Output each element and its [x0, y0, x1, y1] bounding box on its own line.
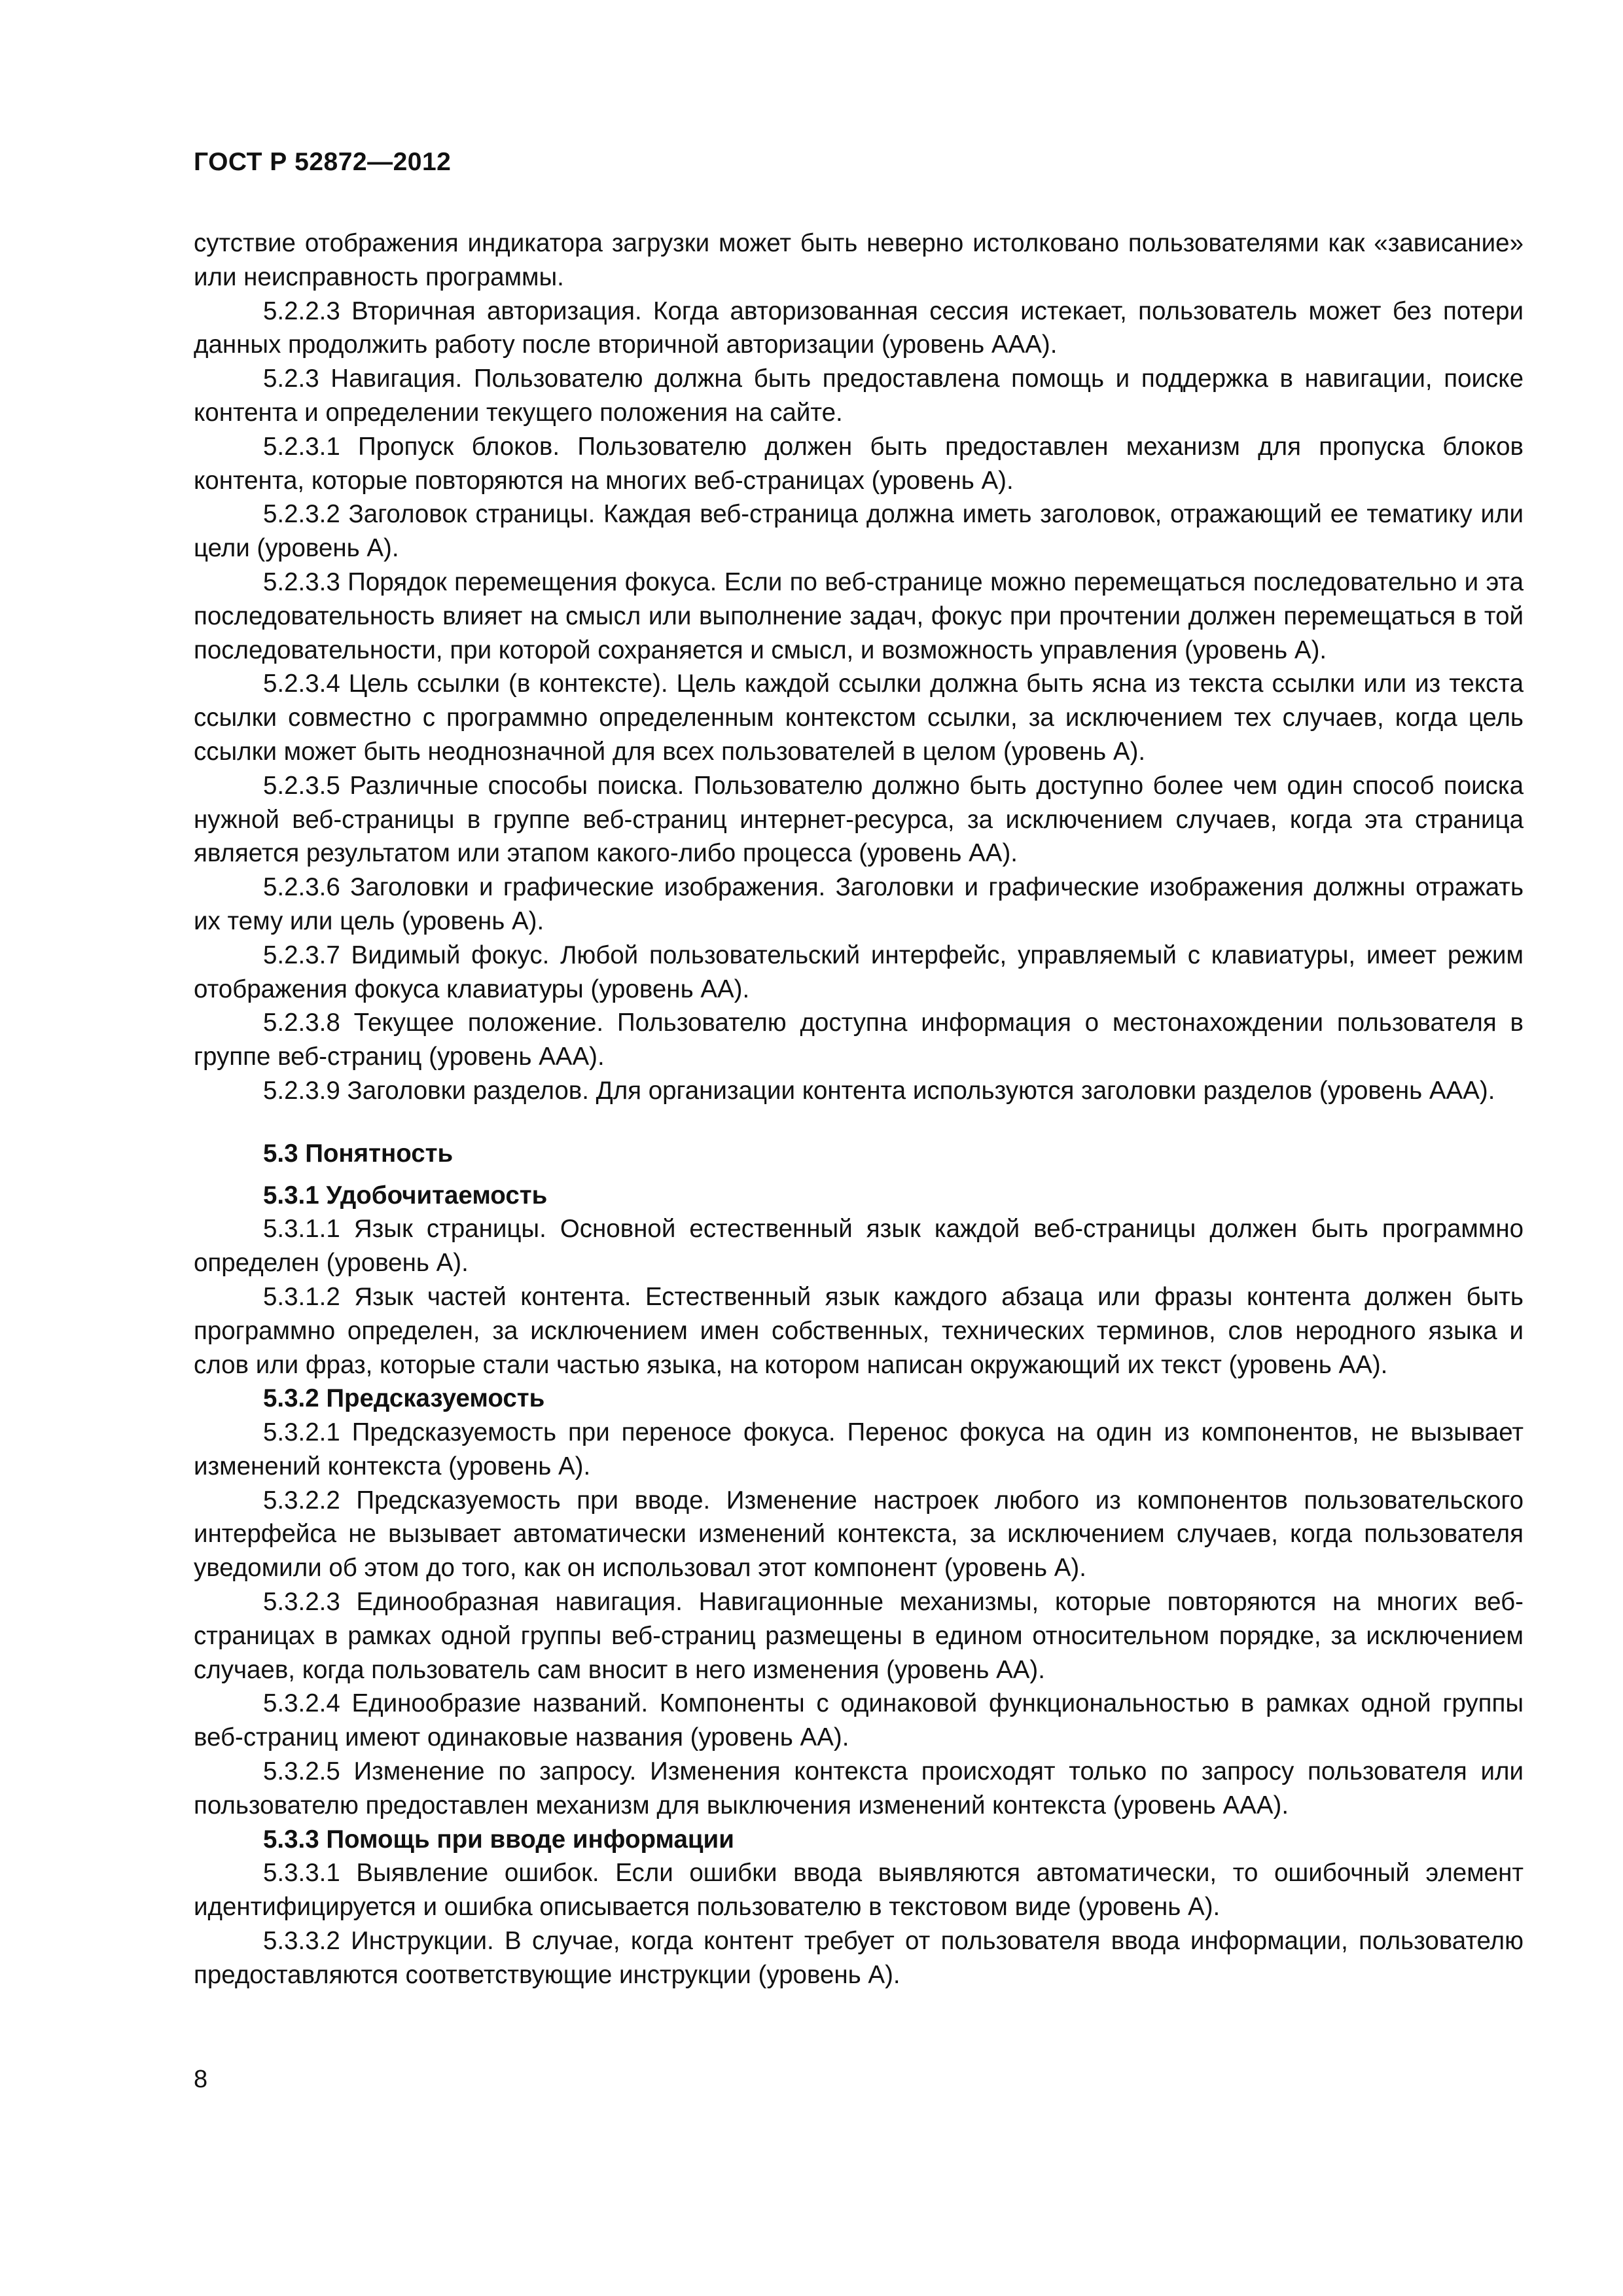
paragraph-5-2-3-3: 5.2.3.3 Порядок перемещения фокуса. Если по веб-странице можно перемещаться последовательно и эта последовательность влияет на смысл или выполнение задач, фокус при прочтении должен перемещаться в той последовательности, при которой сохраняется и смысл, и возможность управления (уровень А). — [194, 567, 1524, 664]
paragraph-5-2-3-2: 5.2.3.2 Заголовок страницы. Каждая веб-страница должна иметь заголовок, отражающий ее тематику или цели (уровень А). — [194, 500, 1524, 563]
paragraph-5-3-2-3: 5.3.2.3 Единообразная навигация. Навигационные механизмы, которые повторяются на многих веб-страницах в рамках одной группы веб-страниц размещены в едином относительном порядке, за исключением случаев, когда пользователь сам вносит в него изменения (уровень АА). — [194, 1588, 1524, 1684]
paragraph-5-3-2-2: 5.3.2.2 Предсказуемость при вводе. Изменение настроек любого из компонентов пользовательского интерфейса не вызывает автоматически изменений контекста, за исключением случаев, когда пользователя уведомили об этом до того, как он использовал этот компонент (уровень А). — [194, 1486, 1524, 1583]
subsection-heading-5-3-3: 5.3.3 Помощь при вводе информации — [263, 1825, 734, 1854]
paragraph-5-3-1-2: 5.3.1.2 Язык частей контента. Естественный язык каждого абзаца или фразы контента должен быть программно определен, за исключением имен собственных, технических терминов, слов неродного языка и слов или фраз, которые стали частью языка, на котором написан окружающий их текст (уровень АА). — [194, 1282, 1524, 1379]
section-heading-5-3: 5.3 Понятность — [263, 1139, 454, 1168]
document-code-header: ГОСТ Р 52872—2012 — [194, 148, 452, 176]
document-body — [194, 226, 1524, 1992]
paragraph-5-2-3-6: 5.2.3.6 Заголовки и графические изображения. Заголовки и графические изображения должны отражать их тему или цель (уровень А). — [194, 873, 1524, 935]
paragraph-5-2-3-7: 5.2.3.7 Видимый фокус. Любой пользовательский интерфейс, управляемый с клавиатуры, имеет режим отображения фокуса клавиатуры (уровень АА). — [194, 941, 1524, 1003]
paragraph-5-3-2-4: 5.3.2.4 Единообразие названий. Компоненты с одинаковой функциональностью в рамках одной группы веб-страниц имеют одинаковые названия (уровень АА). — [194, 1689, 1524, 1752]
paragraph-5-2-3-5: 5.2.3.5 Различные способы поиска. Пользователю должно быть доступно более чем один способ поиска нужной веб-страницы в группе веб-страниц интернет-ресурса, за исключением случаев, когда эта страница является результатом или этапом какого-либо процесса (уровень АА). — [194, 771, 1524, 868]
paragraph-5-2-2-3: 5.2.2.3 Вторичная авторизация. Когда авторизованная сессия истекает, пользователь может без потери данных продолжить работу после вторичной авторизации (уровень ААА). — [194, 296, 1524, 359]
paragraph-5-3-2-5: 5.3.2.5 Изменение по запросу. Изменения контекста происходят только по запросу пользователя или пользователю предоставлен механизм для выключения изменений контекста (уровень ААА). — [194, 1757, 1524, 1820]
paragraph-5-3-2-1: 5.3.2.1 Предсказуемость при переносе фокуса. Перенос фокуса на один из компонентов, не вызывает изменений контекста (уровень А). — [194, 1418, 1524, 1480]
paragraph-5-2-3: 5.2.3 Навигация. Пользователю должна быть предоставлена помощь и поддержка в навигации, поиске контента и определении текущего положения на сайте. — [194, 365, 1524, 427]
subsection-heading-5-3-1: 5.3.1 Удобочитаемость — [263, 1181, 548, 1210]
paragraph-5-2-3-9: 5.2.3.9 Заголовки разделов. Для организации контента используются заголовки разделов (уровень ААА). — [263, 1076, 1495, 1105]
paragraph-5-3-3-2: 5.3.3.2 Инструкции. В случае, когда контент требует от пользователя ввода информации, пользователю предоставляются соответствующие инструкции (уровень А). — [194, 1927, 1524, 1989]
paragraph-5-2-3-1: 5.2.3.1 Пропуск блоков. Пользователю должен быть предоставлен механизм для пропуска блоков контента, которые повторяются на многих веб-страницах (уровень А). — [194, 432, 1524, 495]
page-number: 8 — [194, 2066, 208, 2093]
subsection-heading-5-3-2: 5.3.2 Предсказуемость — [263, 1384, 545, 1413]
paragraph-continuation: сутствие отображения индикатора загрузки может быть неверно истолковано пользователями как «зависание» или неисправность программы. — [194, 229, 1524, 291]
paragraph-5-2-3-4: 5.2.3.4 Цель ссылки (в контексте). Цель каждой ссылки должна быть ясна из текста ссылки или из текста ссылки совместно с программно определенным контекстом ссылки, за исключением тех случаев, когда цель ссылки может быть неоднозначной для всех пользователей в целом (уровень А). — [194, 670, 1524, 766]
paragraph-5-2-3-8: 5.2.3.8 Текущее положение. Пользователю доступна информация о местонахождении пользователя в группе веб-страниц (уровень ААА). — [194, 1009, 1524, 1071]
paragraph-5-3-3-1: 5.3.3.1 Выявление ошибок. Если ошибки ввода выявляются автоматически, то ошибочный элемент идентифицируется и ошибка описывается пользователю в текстовом виде (уровень А). — [194, 1859, 1524, 1922]
paragraph-5-3-1-1: 5.3.1.1 Язык страницы. Основной естественный язык каждой веб-страницы должен быть программно определен (уровень А). — [194, 1215, 1524, 1278]
